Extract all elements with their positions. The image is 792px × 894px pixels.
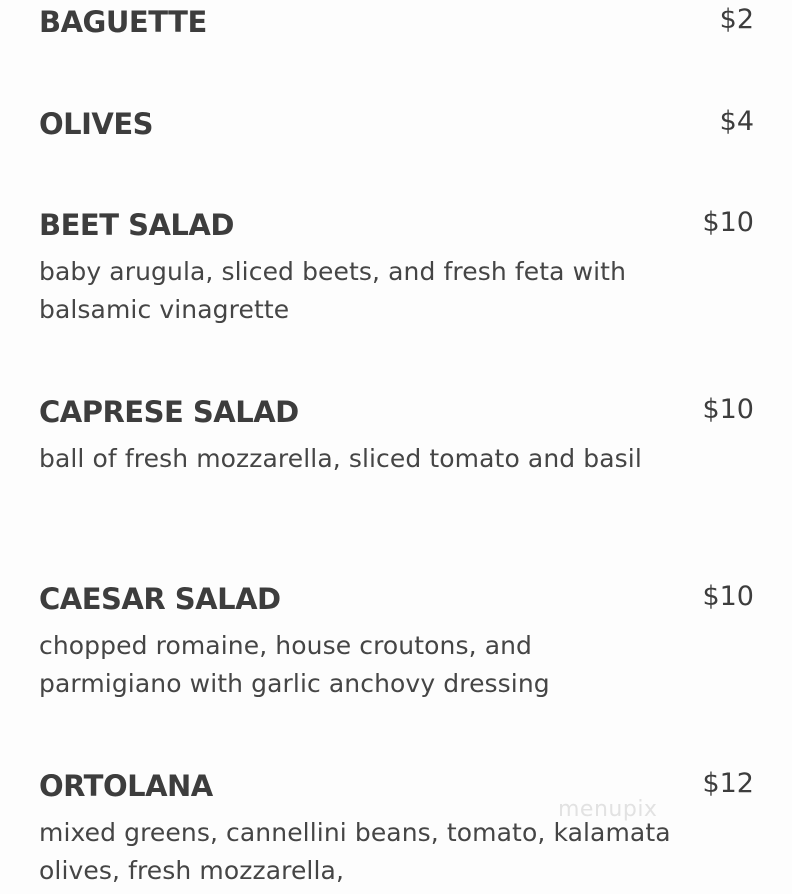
item-name: OLIVES (39, 107, 154, 141)
watermark: menupix (558, 797, 658, 822)
item-price: $10 (702, 581, 754, 612)
item-name: BAGUETTE (39, 5, 207, 39)
item-description: chopped romaine, house croutons, and parmigiano with garlic anchovy dressing (39, 631, 550, 698)
item-price: $12 (702, 768, 754, 799)
item-description: baby arugula, sliced beets, and fresh feta with balsamic vinagrette (39, 257, 627, 324)
item-name: CAPRESE SALAD (39, 395, 299, 429)
item-description: ball of fresh mozzarella, sliced tomato and basil (39, 444, 642, 473)
item-price: $10 (702, 207, 754, 238)
item-name: BEET SALAD (39, 208, 234, 242)
item-price: $4 (719, 106, 754, 137)
item-price: $10 (702, 394, 754, 425)
item-price: $2 (719, 4, 754, 35)
item-description: mixed greens, cannellini beans, tomato, kalamata olives, fresh mozzarella, (39, 818, 671, 885)
item-name: ORTOLANA (39, 769, 213, 803)
item-name: CAESAR SALAD (39, 582, 281, 616)
